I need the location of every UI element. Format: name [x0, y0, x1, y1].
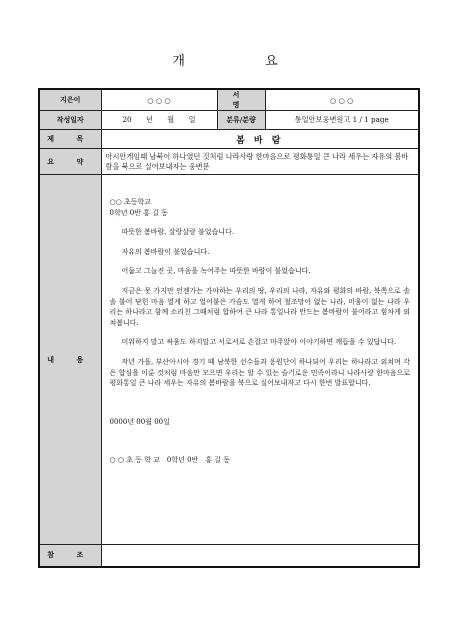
- date-row: [39, 111, 419, 130]
- content-paragraph-4: 지금은 못 가지만 언젠가는 가야하는 우리의 땅, 우리의 나라, 자유와 평화의 바람, 북쪽으로 솔솔 불어 닫힌 마음 열게 하고 얼어붙은 가슴도 열게 하여 철조망이 없는 나라, 미움이 없는 나라 우리는 하나라고 함께 소리친 그때처럼 합하여 큰 나라 통일나라 만드는 봄바람이 불어라고 힘차게 외쳐봅니다.: [109, 286, 410, 327]
- document-title: 개 요: [172, 54, 316, 69]
- author-row: [39, 89, 419, 111]
- content-date-line: 0000년 00월 00일: [109, 417, 170, 426]
- summary-form-table: [38, 88, 420, 568]
- summary-label: 요 약: [39, 149, 101, 175]
- date-value: 20 년 월 일: [101, 111, 217, 130]
- content-body: [101, 175, 419, 545]
- content-paragraph-6: 작년 가을, 부산아시아 경기 때 남북한 선수들과 응원단이 하나되어 우리는 하나라고 외쳐며 각은 합심을 이룬 것처럼 마음만 모으면 우리는 할 수 있는 슬기로운 민족이라니 나라사랑 한마음으로 평화통일 큰 나라 세우는 자유의 봄바람을 북으로 실어보내자고 다시 한번 발표합니다.: [109, 357, 410, 388]
- reference-label: 참 조: [39, 545, 101, 567]
- content-paragraph-2: 자유의 봄바람이 불었습니다.: [121, 247, 210, 256]
- content-class-name: 0학년 0반 홍 길 동: [109, 208, 168, 217]
- category-value: 통일안보웅변원고 1 / 1 page: [265, 111, 419, 130]
- category-label: 분류/분량: [217, 111, 265, 130]
- summary-row: [39, 149, 419, 175]
- content-school: ○○ 초등학교: [109, 198, 151, 206]
- reference-value: [101, 545, 419, 567]
- content-paragraph-5: 미워하지 말고 싸움도 하지말고 서로서로 손잡고 마주앉아 이야기하면 깨듭을 수 있답니다.: [121, 338, 397, 347]
- title-label: 제 목: [39, 130, 101, 149]
- author-value: ○ ○ ○: [101, 89, 217, 111]
- reference-row: [39, 545, 419, 567]
- sign-value: ○ ○ ○: [265, 89, 419, 111]
- sign-label: 서 명: [217, 89, 265, 111]
- content-row: [39, 175, 419, 545]
- author-label: 지은이: [39, 89, 101, 111]
- title-value: 봄 바 람: [101, 130, 419, 149]
- content-label: 내 용: [39, 175, 101, 545]
- date-label: 작성일자: [39, 111, 101, 130]
- summary-value: 아시안게임때 남북이 하나였던 것처럼 나라사랑 한마음으로 평화통일 큰 나라 세우는 자유의 봄바람을 북으로 실어보내자는 웅변문: [101, 149, 419, 175]
- title-row: [39, 130, 419, 149]
- content-paragraph-3: 어둡고 그늘진 곳, 마음을 녹여주는 따뜻한 바람이 불었습니다.: [121, 267, 311, 276]
- content-signature: ○ ○ 초 등 학 교 0학년 0반 홍 길 동: [109, 456, 231, 465]
- content-paragraph-1: 따뜻한 봄바람, 살랑살랑 불었습니다.: [121, 228, 235, 237]
